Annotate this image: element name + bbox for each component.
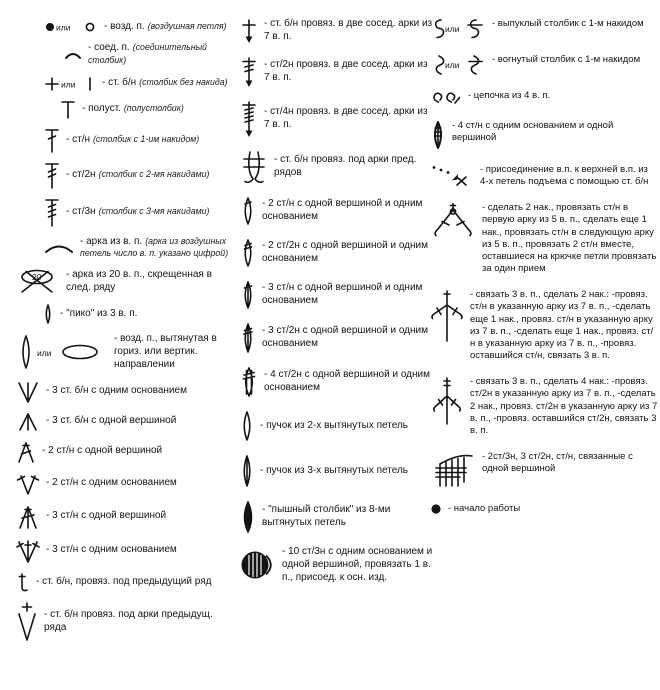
legend-item [44,236,230,262]
legend-item [16,440,230,464]
legend-item [240,196,434,226]
legend-item-label: - "пышный столбик" из 8-ми вытянутых петель [262,504,391,528]
legend-item-text [36,576,211,589]
start-of-work-icon [430,503,442,515]
legend-item-text [470,289,658,362]
crossed-arch-20-icon [16,269,60,295]
legend-item [44,198,230,228]
legend-item [240,454,434,488]
three-sc-one-base-icon [16,380,40,404]
legend-item [16,572,230,594]
legend-item-label: - 3 ст/н с одной вершиной и одним основанием [262,282,423,306]
sc-under-arches-rows-icon [240,150,268,184]
legend-item-label: - ст/4н провяз. в две сосед. арки из 7 в. п. [264,106,428,130]
legend-item-text [482,202,658,275]
legend-item-note: (соединительный столбик) [88,42,207,65]
legend-item-label: - цепочка из 4 в. п. [468,90,551,101]
legend-item [44,20,230,34]
svg-text:или: или [37,348,52,359]
legend-item [240,18,434,44]
legend-item-note: (полустолбик) [123,103,184,114]
legend-item-label: - ст/2н провяз. в две сосед. арки из 7 в. п. [264,59,428,83]
legend-item-text [114,333,230,371]
legend-item-text [262,504,434,530]
legend-item [430,54,658,76]
legend-item-label: - "пико" из 3 в. п. [60,307,138,319]
legend-item-label: - 3 ст/2н с одной вершиной и одним основанием [262,325,428,349]
sc-two-arches-icon [240,18,258,44]
legend-item-text [262,198,434,224]
legend-item-label: - ст/н [66,134,90,146]
single-crochet-icon [44,76,96,92]
picot-icon [42,303,54,325]
legend-item-label: - 4 ст/н с одним основанием и одной вершиной [452,120,614,144]
legend-item-label: - соед. п. [88,42,130,53]
svg-text:или: или [56,22,71,33]
legend-item-label: - ст/2н [66,169,96,181]
legend-item [60,100,230,120]
legend-item-text [42,445,162,458]
legend-item [240,546,434,584]
join-chain-icon [430,164,474,188]
legend-item-note: (столбик без накида) [139,77,228,88]
legend-item [430,376,658,437]
legend-item [430,289,658,362]
legend-item-text [60,308,137,321]
legend-item-label: - полуст. [82,103,121,115]
legend-item-text [264,369,434,395]
treble-crochet-icon [44,162,60,190]
legend-item [240,366,434,398]
legend-item-text [66,269,230,295]
legend-column-3 [430,18,658,515]
legend-item [240,410,434,442]
legend-item-text [452,120,658,144]
legend-item-label: - 4 ст/2н с одной вершиной и одним основанием [264,369,430,393]
ten-tr3-circle-icon [240,549,276,581]
legend-item-note: (столбик с 1-им накидом) [93,134,200,145]
legend-item-text [264,59,434,85]
chain-stitch-icon [44,20,98,34]
legend-item-label: - сделать 2 нак., провязать ст/н в первую арку из 5 в. п., сделать еще 1 нак., провязать ст/н в следующую арку из 5 в. п., провязать 2 ст/н вместе, оставшиеся на крючке петли провязать за один прием [482,202,657,275]
legend-item-text [46,510,166,523]
legend-item [240,280,434,310]
legend-item-label: - вогнутый столбик с 1-м накидом [492,54,641,65]
three-dc-one-top-icon [16,504,40,530]
legend-item [430,503,658,515]
bunch-of-3-loops-icon [240,454,254,488]
legend-item-text [262,282,434,308]
legend-item-note: (столбик с 2-мя накидами) [98,169,210,180]
double-treble-icon [44,198,60,228]
svg-text:или: или [445,24,460,34]
legend-item-label: - ст. б/н провяз. под арки предыдущ. ряда [44,608,213,633]
bunch-of-2-loops-icon [240,410,254,442]
legend-column-1 [16,20,230,642]
svg-text:или: или [445,60,460,70]
legend-item-text [264,106,434,132]
legend-item-label: - ст. б/н [102,77,137,89]
puff-stitch-8-icon [240,500,256,534]
legend-item-text [260,465,408,478]
legend-item-label: - выпуклый столбик с 1-м накидом [492,18,644,29]
legend-item-text [44,609,230,635]
legend-item-label: - 2 ст/2н с одной вершиной и одним основанием [262,240,428,264]
legend-item-text [80,236,230,262]
back-post-stitch-icon [430,54,486,76]
legend-item-text [468,90,550,102]
legend-item [16,269,230,295]
legend-item-text [46,415,176,428]
front-post-stitch-icon [430,18,486,40]
legend-item-text [46,544,177,557]
legend-item [64,42,230,68]
legend-item [42,303,230,325]
legend-item-text [66,206,209,219]
cluster-2dc-arches-icon [430,202,476,238]
elongated-loop-icon [16,334,108,370]
legend-item-text [46,477,177,490]
legend-item-text [480,164,658,188]
two-dc-one-base-icon [16,472,40,496]
legend-item-text [470,376,658,437]
legend-item [16,538,230,564]
legend-item-label: - пучок из 3-х вытянутых петель [260,464,409,476]
legend-item-label: - 3 ст/н с одним основанием [46,544,177,556]
legend-item-label: - 3 ст/н с одной вершиной [46,510,167,522]
legend-item-text [492,54,640,66]
legend-item-note: (столбик с 3-мя накидами) [98,206,210,217]
legend-item [430,90,658,106]
legend-item-text [66,134,199,147]
legend-item [44,162,230,190]
legend-item-note: (воздушная петля) [147,20,227,31]
legend-item-text [274,154,434,180]
legend-item [16,380,230,404]
four-tr-top-base-icon [240,366,258,398]
legend-item [240,100,434,138]
three-dc-one-base-icon [16,538,40,564]
legend-item [44,128,230,154]
legend-item [430,18,658,40]
legend-item-label: - пучок из 2-х вытянутых петель [260,419,409,431]
legend-item-label: - 3 ст. б/н с одной вершиной [46,415,177,427]
two-dc-top-base-icon [240,196,256,226]
three-tr-top-base-icon [240,322,256,354]
legend-item-label: - ст/3н [66,206,96,218]
legend-item-note: (арка из воздушных петель число в. п. указано цифрой) [80,235,229,259]
legend-item-text [88,42,230,68]
legend-item [430,120,658,150]
svg-text:20: 20 [32,272,42,283]
legend-item [16,333,230,371]
legend-item-text [66,169,209,182]
legend-item-label: - начало работы [448,502,521,514]
combined-one-top-icon [430,451,476,489]
legend-item [240,238,434,268]
three-dc-top-base-icon [240,280,256,310]
double-crochet-icon [44,128,60,154]
legend-item [44,76,230,92]
legend-item [240,322,434,354]
legend-item [240,500,434,534]
legend-item-label: - арка из 20 в. п., скрещенная в след. ряду [66,269,212,294]
legend-item-text [264,18,434,44]
chain-of-4-icon [430,90,462,106]
legend-item [430,451,658,489]
tr4-two-arches-icon [240,100,258,138]
legend-item [430,202,658,275]
legend-item [240,56,434,88]
legend-item-text [102,77,228,90]
legend-item-text [448,503,520,515]
legend-item-label: - возд. п., вытянутая в гориз. или вертик. направлении [114,333,217,370]
legend-item [430,164,658,188]
legend-item-label: - 2ст/3н, 3 ст/2н, ст/н, связанные с одной вершиной [482,450,633,475]
legend-item-label: - связать 3 в. п., сделать 4 нак.: -провяз. ст/2н в указанную арку из 7 в. п., -сделать 2 нак., провяз. ст/2н в указанную арку из 7 в. п., -провяз. оставшийся ст/2н, связать 3 в. п. [470,376,658,436]
legend-item-label: - 2 ст/н с одной вершиной и одним основанием [262,198,423,222]
cluster-tr2-7vp-icon [430,376,464,426]
slip-stitch-icon [64,50,82,60]
legend-column-2 [240,18,434,584]
legend-item-text [482,451,658,475]
four-dc-base-top-icon [430,120,446,150]
legend-item-text [262,325,434,351]
chain-arch-icon [44,242,74,254]
legend-item-label: - ст. б/н провяз. под арки пред. рядов [274,154,417,178]
legend-item-label: - возд. п. [104,20,145,32]
two-dc-one-top-icon [16,440,36,464]
svg-text:или: или [61,79,76,90]
legend-item-label: - ст. б/н провяз. в две сосед. арки из 7 в. п. [264,18,433,42]
sc-under-previous-row-icon [16,572,30,594]
tr2-two-arches-icon [240,56,258,88]
legend-item-label: - 3 ст. б/н с одним основанием [46,385,187,397]
half-double-crochet-icon [60,100,76,120]
sc-under-arches-previous-row-icon [16,602,38,642]
legend-item [16,472,230,496]
legend-item-text [262,240,434,266]
legend-item [16,602,230,642]
legend-item-label: - арка из в. п. [80,235,143,247]
legend-item-text [104,21,227,34]
legend-item [16,504,230,530]
legend-item-label: - 10 ст/3н с одним основанием и одной вершиной, провязать 1 в. п., присоед. к осн. изд. [282,546,433,583]
legend-item-text [46,385,187,398]
legend-item [240,150,434,184]
cluster-dc-7vp-icon [430,289,464,343]
two-tr-top-base-icon [240,238,256,268]
legend-item [16,412,230,432]
legend-item-label: - связать 3 в. п., сделать 2 нак.: -провяз. ст/н в указанную арку из 7 в. п., -сделать еще 1 нак., провяз. ст/н в указанную арку из 7 в. п., -сделать еще 1 нак., провяз. ст/н в указанную арку из 7 в. п., -провяз. оставшийся ст/н, связать 3 в. п. [470,289,654,362]
legend-item-text [82,103,184,116]
legend-item-label: - ст. б/н, провяз. под предыдущий ряд [36,576,212,588]
legend-item-text [492,18,644,30]
legend-item-label: - присоединение в.п. к верхней в.п. из 4-х петель подъема с помощью ст. б/н [480,164,649,188]
legend-item-label: - 2 ст/н с одним основанием [46,477,177,489]
three-sc-one-top-icon [16,412,40,432]
legend-item-text [260,420,408,433]
legend-item-text [282,546,434,584]
legend-item-label: - 2 ст/н с одной вершиной [42,445,163,457]
